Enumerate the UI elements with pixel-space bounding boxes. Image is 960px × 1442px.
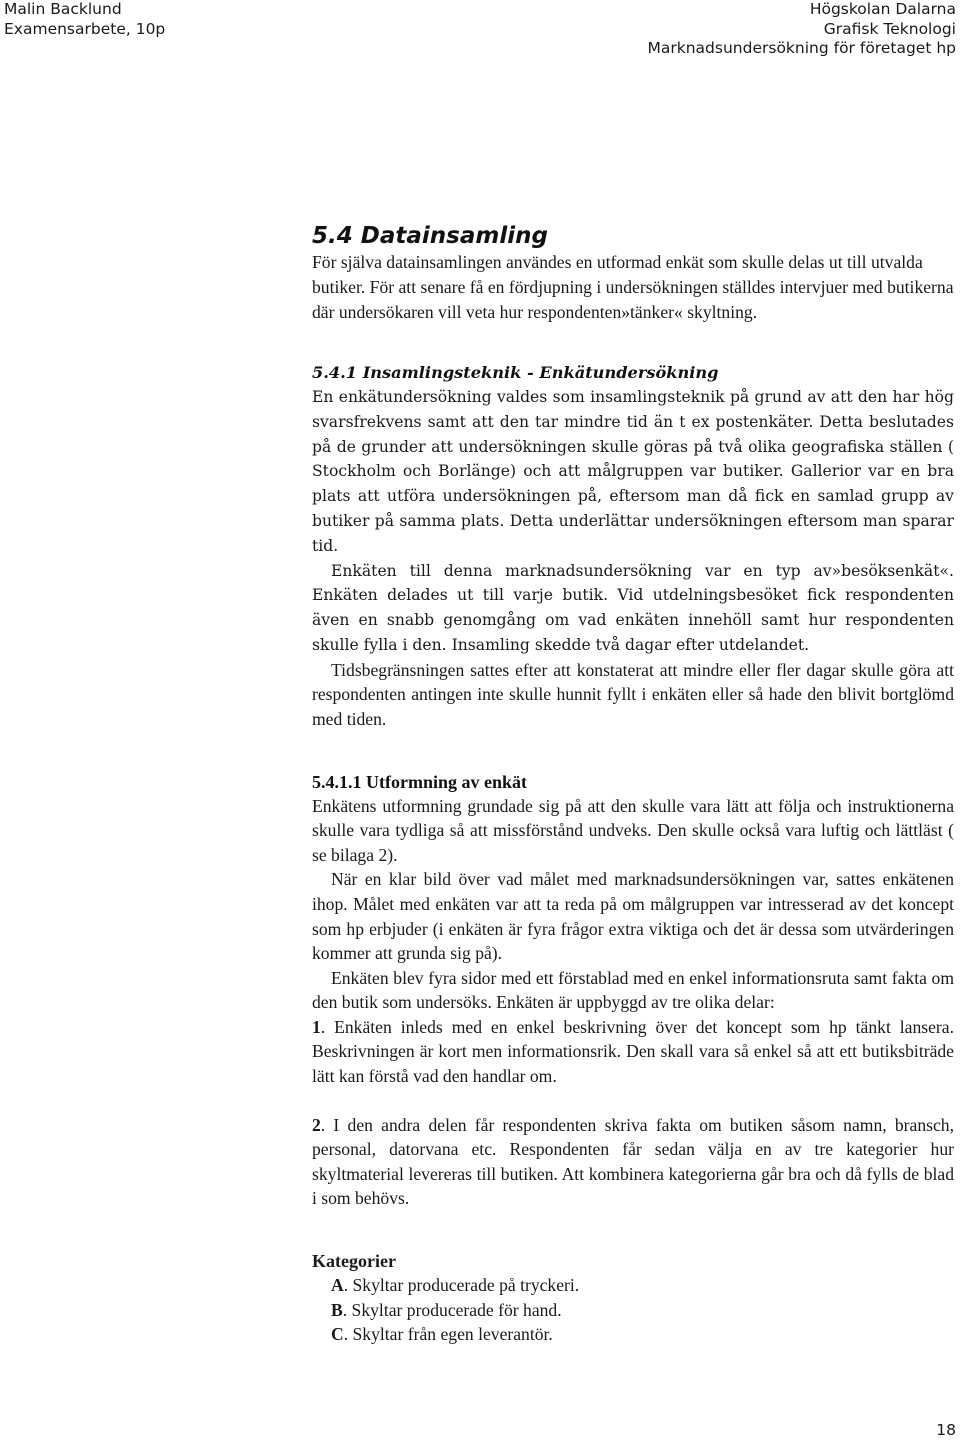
- page-body: [312, 222, 954, 1347]
- author-name: Malin Backlund: [4, 0, 122, 18]
- list-item-2-label: 2: [312, 1114, 321, 1135]
- subsubsection-paragraph-2: När en klar bild över vad målet med marknadsundersökningen var, sattes enkätenen ihop. Målet med enkäten var att ta reda på om målgruppen var intresserad av det koncept som hp erbjuder (i enkäten är fyra frågor extra viktiga och det är dessa som utvärderingen kommer att grunda sig på).: [312, 869, 954, 964]
- subsection-paragraph-3: Tidsbegränsningen sattes efter att konstaterat att mindre eller fler dagar skulle göra att respondenten antingen inte skulle hunnit fyllt i enkäten eller så hade den blivit bortglömd med tiden.: [312, 659, 954, 729]
- list-item-2-text: . I den andra delen får respondenten skriva fakta om butiken såsom namn, bransch, personal, datorvana etc. Respondenten får sedan välja en av tre kategorier hur skyltmaterial levereras till butiken. Att kombinera kategorierna går bra och då fylls de blad i som behövs.: [312, 1114, 954, 1209]
- institution-name: Högskolan Dalarna: [809, 0, 956, 18]
- subsection-paragraph-1: En enkätundersökning valdes som insamlingsteknik på grund av att den har hög svarsfrekvens samt att den tar mindre tid än t ex postenkäter. Detta beslutades på de grunder att undersökningen skulle göras på två olika geografiska ställen ( Stockholm och Borlänge) och att målgruppen var butiker. Gallerior var en bra plats att utföra undersökningen på, eftersom man då fick en samlad grupp av butiker på samma plats. Detta underlättar undersökningen eftersom man sparar tid.: [312, 388, 954, 555]
- page-header-left: [4, 0, 165, 39]
- category-text: . Skyltar producerade på tryckeri.: [343, 1275, 580, 1296]
- category-item: [312, 1273, 954, 1298]
- category-item: [312, 1322, 954, 1347]
- categories-list: [312, 1273, 954, 1347]
- document-title: Marknadsundersökning för företaget hp: [647, 39, 956, 57]
- subsubsection-heading: 5.4.1.1 Utformning av enkät: [312, 771, 527, 792]
- thesis-type: Examensarbete, 10p: [4, 19, 166, 38]
- subsection-paragraph-2: Enkäten till denna marknadsundersökning var en typ av»besöksenkät«. Enkäten delades ut till varje butik. Vid utdelningsbesöket fick respondenten även en snabb genomgång om vad enkäten innehöll samt hur respondenten skulle fylla i den. Insamling skedde två dagar efter utdelandet.: [312, 561, 954, 654]
- category-label: A: [331, 1275, 344, 1296]
- list-item-2: [312, 1113, 954, 1211]
- section-intro-paragraph: För själva datainsamlingen användes en utformad enkät som skulle delas ut till utvalda butiker. För att senare få en fördjupning i undersökningen ställdes intervjuer med butikerna där undersökaren vill veta hur respondenten»tänker« skyltning.: [312, 252, 954, 322]
- list-item-1-label: 1: [312, 1016, 321, 1037]
- subsubsection-paragraph-3: Enkäten blev fyra sidor med ett förstablad med en enkel informationsruta samt fakta om den butik som undersöks. Enkäten är uppbyggd av tre olika delar:: [312, 967, 954, 1013]
- department-name: Grafisk Teknologi: [823, 19, 956, 38]
- page-header-right: [648, 0, 956, 59]
- subsubsection-paragraph-1: Enkätens utformning grundade sig på att den skulle vara lätt att följa och instruktionerna skulle vara tydliga så att missförstånd undveks. Den skulle också vara luftig och lättläst ( se bilaga 2).: [312, 795, 954, 865]
- section-heading: 5.4 Datainsamling: [312, 223, 548, 249]
- page-number: 18: [936, 1421, 956, 1439]
- category-label: C: [331, 1324, 344, 1345]
- categories-heading: Kategorier: [312, 1251, 396, 1272]
- subsection-heading: 5.4.1 Insamlingsteknik - Enkätundersökning: [312, 363, 719, 382]
- category-label: B: [331, 1299, 343, 1320]
- list-item-1-text: . Enkäten inleds med en enkel beskrivning över det koncept som hp tänkt lansera. Beskrivningen är kort men informationsrik. Den skall vara så enkel så att ett butiksbiträde lätt kan förstå vad den handlar om.: [312, 1016, 954, 1087]
- category-text: . Skyltar producerade för hand.: [342, 1299, 562, 1320]
- category-text: . Skyltar från egen leverantör.: [343, 1324, 553, 1345]
- category-item: [312, 1298, 954, 1323]
- list-item-1: [312, 1015, 954, 1089]
